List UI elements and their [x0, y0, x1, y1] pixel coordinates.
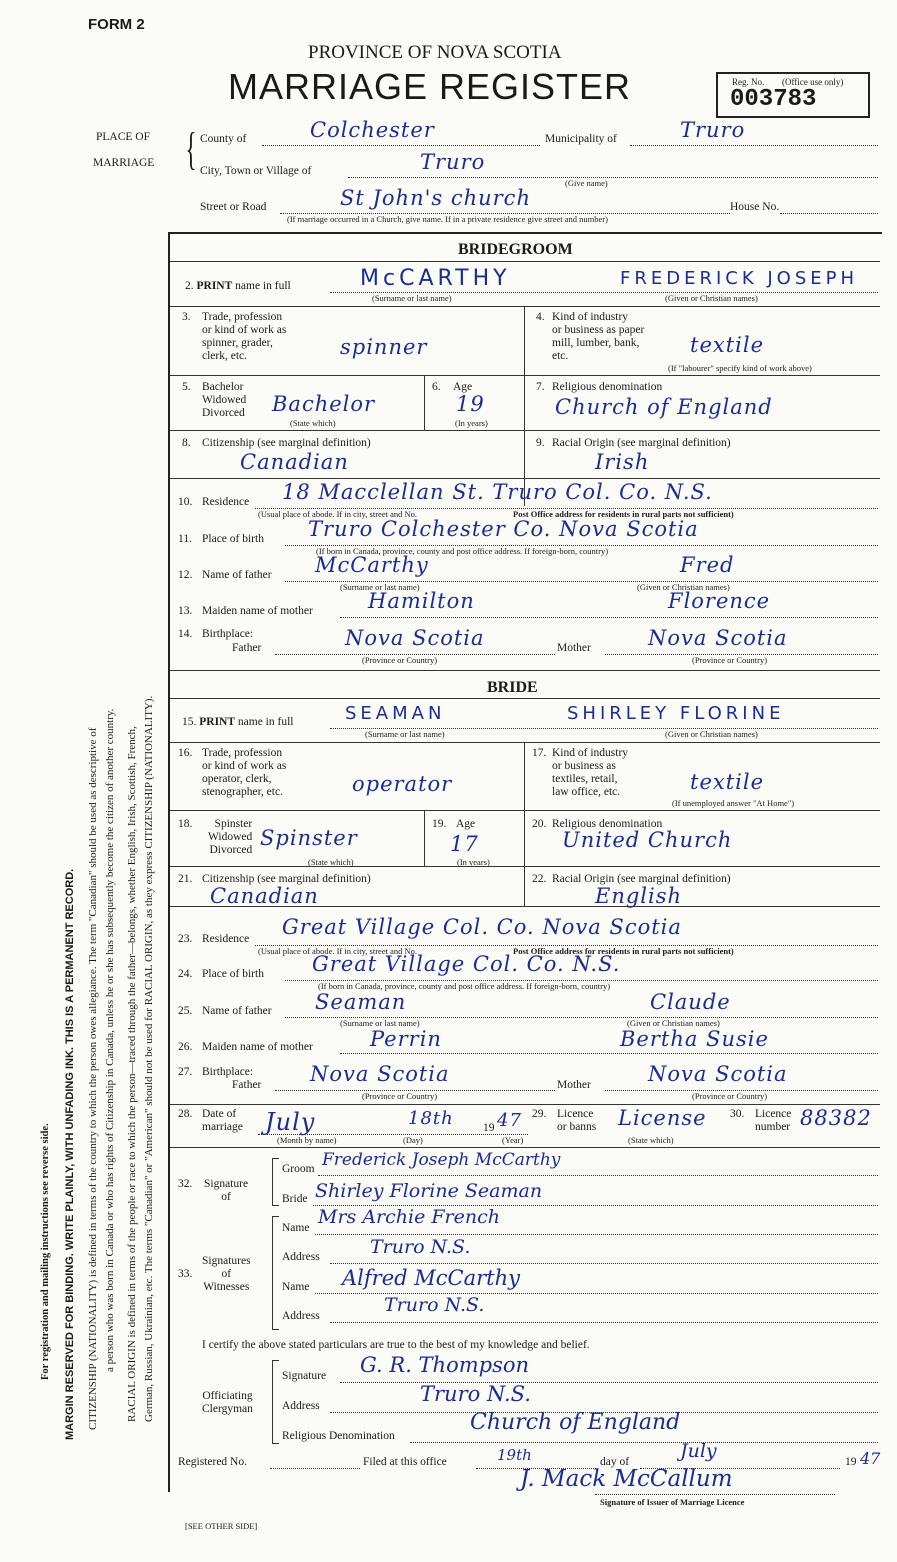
groom-religion-label: Religious denomination — [552, 381, 663, 393]
bride-father-given: Claude — [650, 990, 731, 1014]
date-label: Date of marriage — [202, 1108, 243, 1133]
bride-sig-label: Bride — [282, 1193, 308, 1205]
f3-num: 3. — [182, 311, 191, 323]
groom-given-note: (Given or Christian names) — [665, 293, 758, 303]
issuer-label: Signature of Issuer of Marriage Licence — [600, 1497, 745, 1507]
registered-no-label: Registered No. — [178, 1456, 247, 1468]
clergy-signature-label: Signature — [282, 1370, 327, 1382]
groom-bp-father-label: Father — [232, 642, 262, 654]
reg-number-box — [716, 72, 870, 118]
bride-father-label: Name of father — [202, 1005, 272, 1017]
margin-note-3: CITIZENSHIP (NATIONALITY) is defined in terms of the country to which the person owes allegiance. The term "Canadian" should be used as descriptive of — [87, 727, 99, 1430]
signature-of-label: Signature of — [204, 1178, 249, 1203]
groom-surname-note: (Surname or last name) — [372, 293, 452, 303]
bride-bp-mother: Nova Scotia — [648, 1062, 788, 1086]
margin-note-1: For registration and mailing instructions see reverse side. — [40, 1123, 51, 1380]
county-label: County of — [200, 133, 247, 145]
groom-mother-label: Maiden name of mother — [202, 605, 313, 617]
groom-residence-label: Residence — [202, 496, 250, 508]
bride-prov-note-2: (Province or Country) — [692, 1091, 768, 1101]
bride-name-label: 15. PRINT name in full — [182, 716, 294, 728]
f24-num: 24. — [178, 968, 193, 980]
bride-bp-mother-label: Mother — [557, 1079, 591, 1091]
filed-day: 19th — [497, 1446, 532, 1464]
bride-residence-label: Residence — [202, 933, 250, 945]
bride-racial-label: Racial Origin (see marginal definition) — [552, 873, 731, 885]
f20-num: 20. — [532, 818, 547, 830]
groom-father-label: Name of father — [202, 569, 272, 581]
province-heading: PROVINCE OF NOVA SCOTIA — [308, 42, 562, 63]
groom-bp-mother-label: Mother — [557, 642, 591, 654]
f13-num: 13. — [178, 605, 193, 617]
groom-birth-note: (If born in Canada, province, county and post office address. If foreign-born, country) — [316, 546, 609, 556]
bride-given-note: (Given or Christian names) — [665, 729, 758, 739]
f12-num: 12. — [178, 569, 193, 581]
f21-num: 21. — [178, 873, 193, 885]
clergy-label: Officiating Clergyman — [202, 1390, 253, 1415]
witness-bracket — [272, 1216, 279, 1330]
bride-father-surname-note: (Surname or last name) — [340, 1018, 420, 1028]
f25-num: 25. — [178, 1005, 193, 1017]
bride-status: Spinster — [260, 826, 358, 850]
groom-age-note: (In years) — [455, 418, 488, 428]
bride-birth-label: Place of birth — [202, 968, 264, 980]
f5-num: 5. — [182, 381, 191, 393]
bride-religion-label: Religious denomination — [552, 818, 663, 830]
bride-age: 17 — [450, 832, 479, 856]
f17-num: 17. — [532, 747, 547, 759]
day-of-label: day of — [600, 1456, 630, 1468]
bride-given: SHIRLEY FLORINE — [567, 703, 785, 724]
groom-status: Bachelor — [272, 392, 376, 416]
bride-residence-note2: Post Office address for residents in rural parts not sufficient) — [513, 946, 734, 956]
groom-name-label: 2. PRINT name in full — [185, 280, 291, 292]
bride-citizenship: Canadian — [210, 884, 319, 908]
groom-status-note: (State which) — [290, 418, 336, 428]
witness1-address: Truro N.S. — [370, 1236, 471, 1258]
groom-given: FREDERICK JOSEPH — [620, 268, 859, 289]
f7-num: 7. — [536, 381, 545, 393]
reg-number: 003783 — [730, 86, 817, 113]
witness1-name: Mrs Archie French — [318, 1206, 500, 1228]
bride-trade: operator — [352, 772, 453, 796]
municipality-value: Truro — [680, 118, 746, 142]
f22-num: 22. — [532, 873, 547, 885]
section-bride: BRIDE — [487, 679, 538, 696]
groom-racial-label: Racial Origin (see marginal definition) — [552, 437, 731, 449]
bride-industry-label: Kind of industry or business as textiles, retail, law office, etc. — [552, 747, 629, 798]
bride-birth-note: (If born in Canada, province, county and post office address. If foreign-born, country) — [318, 981, 611, 991]
county-value: Colchester — [310, 118, 435, 142]
f4-num: 4. — [536, 311, 545, 323]
f9-num: 9. — [536, 437, 545, 449]
f33-num: 33. — [178, 1268, 193, 1280]
f30-num: 30. — [730, 1108, 745, 1120]
f11-num: 11. — [178, 533, 192, 545]
groom-father-surname: McCarthy — [315, 553, 429, 577]
place-brace: { — [185, 123, 197, 174]
bride-industry: textile — [690, 770, 765, 794]
w2-address-label: Address — [282, 1310, 320, 1322]
bride-father-surname: Seaman — [315, 990, 407, 1014]
groom-racial: Irish — [595, 450, 650, 474]
groom-mother-surname: Hamilton — [368, 589, 475, 613]
marriage-day: 18th — [408, 1108, 454, 1129]
filed-label: Filed at this office — [363, 1456, 447, 1468]
f26-num: 26. — [178, 1041, 193, 1053]
reg-label: Reg. No. — [732, 77, 765, 87]
groom-citizenship: Canadian — [240, 450, 349, 474]
page-title: MARRIAGE REGISTER — [228, 66, 632, 107]
filed-year-prefix: 19 — [845, 1456, 857, 1468]
licence-number: 88382 — [800, 1106, 872, 1130]
margin-note-4: a person who was born in Canada or who has rights of Citizenship in Canada, unless he or she has subsequently become the citizen of another country. — [104, 708, 116, 1372]
groom-birth: Truro Colchester Co. Nova Scotia — [308, 517, 699, 541]
groom-sig-label: Groom — [282, 1163, 315, 1175]
f6-num: 6. — [432, 381, 441, 393]
bride-status-label: Spinster Widowed Divorced — [208, 818, 253, 856]
office-use-label: (Office use only) — [782, 77, 844, 87]
bride-status-note: (State which) — [308, 857, 354, 867]
sig-bracket — [272, 1158, 279, 1206]
denomination-label: Religious Denomination — [282, 1430, 395, 1442]
f19-num: 19. — [432, 818, 447, 830]
groom-trade: spinner — [340, 335, 428, 359]
bride-age-note: (In years) — [457, 857, 490, 867]
filed-year: 47 — [860, 1449, 881, 1468]
bride-age-label: Age — [456, 818, 476, 830]
licence-note: (State which) — [628, 1135, 674, 1145]
groom-residence: 18 Macclellan St. Truro Col. Co. N.S. — [282, 480, 713, 504]
bride-residence: Great Village Col. Co. Nova Scotia — [282, 915, 682, 939]
form-number: FORM 2 — [88, 16, 145, 33]
groom-bp-father: Nova Scotia — [345, 626, 485, 650]
groom-bp-mother: Nova Scotia — [648, 626, 788, 650]
year-prefix: 19 — [483, 1122, 495, 1134]
bride-mother-surname: Perrin — [370, 1027, 442, 1051]
witnesses-label: Signatures of Witnesses — [202, 1255, 251, 1293]
bride-birthplace-label: Birthplace: — [202, 1066, 254, 1078]
clergy-address-label: Address — [282, 1400, 320, 1412]
licence-number-label: Licence number — [755, 1108, 792, 1133]
street-note: (If marriage occurred in a Church, give name. If in a private residence give street and number) — [287, 214, 608, 224]
bride-racial: English — [595, 884, 683, 908]
f14-num: 14. — [178, 628, 193, 640]
f32-num: 32. — [178, 1178, 193, 1190]
groom-industry-note: (If "labourer" specify kind of work above) — [668, 363, 812, 373]
groom-signature: Frederick Joseph McCarthy — [322, 1150, 561, 1170]
clergy-signature: G. R. Thompson — [360, 1353, 530, 1377]
licence-type: License — [618, 1106, 707, 1130]
f10-num: 10. — [178, 496, 193, 508]
groom-residence-note2: Post Office address for residents in rural parts not sufficient) — [513, 509, 734, 519]
bride-residence-note: (Usual place of abode. If in city, street and No. — [258, 946, 418, 956]
bride-prov-note-1: (Province or Country) — [362, 1091, 438, 1101]
groom-father-given: Fred — [680, 553, 735, 577]
groom-trade-label: Trade, profession or kind of work as spinner, grader, clerk, etc. — [202, 311, 287, 362]
bride-birth: Great Village Col. Co. N.S. — [312, 952, 621, 976]
bride-bp-father-label: Father — [232, 1079, 262, 1091]
certify-statement: I certify the above stated particulars are true to the best of my knowledge and belief. — [202, 1339, 590, 1351]
see-other-side: [SEE OTHER SIDE] — [185, 1521, 258, 1531]
groom-status-label: Bachelor Widowed Divorced — [202, 381, 247, 419]
margin-note-5: RACIAL ORIGIN is defined in terms of the people or race to which the person—traced through the father—belongs, whether English, Irish, Scottish, French, — [126, 726, 138, 1422]
bride-signature: Shirley Florine Seaman — [315, 1180, 543, 1202]
clergy-bracket — [272, 1360, 279, 1444]
f8-num: 8. — [182, 437, 191, 449]
groom-prov-note-1: (Province or Country) — [362, 655, 438, 665]
year-note: (Year) — [502, 1135, 524, 1145]
w2-name-label: Name — [282, 1281, 310, 1293]
groom-birthplace-label: Birthplace: — [202, 628, 254, 640]
bride-surname: SEAMAN — [345, 703, 446, 724]
city-value: Truro — [420, 150, 486, 174]
w1-name-label: Name — [282, 1222, 310, 1234]
bride-mother-given: Bertha Susie — [620, 1027, 769, 1051]
witness2-name: Alfred McCarthy — [342, 1266, 520, 1290]
margin-note-6: German, Russian, Ukrainian, etc. The terms "Canadian" or "American" should not be used for RACIAL ORIGIN, as they express CITIZENSHIP (NATIONALITY). — [143, 695, 155, 1422]
municipality-label: Municipality of — [545, 133, 617, 145]
groom-birth-label: Place of birth — [202, 533, 264, 545]
groom-industry: textile — [690, 333, 765, 357]
city-label: City, Town or Village of — [200, 165, 312, 177]
groom-residence-note: (Usual place of abode. If in city, street and No. — [258, 509, 418, 519]
bride-industry-note: (If unemployed answer "At Home") — [672, 798, 795, 808]
bride-surname-note: (Surname or last name) — [365, 729, 445, 739]
bride-bp-father: Nova Scotia — [310, 1062, 450, 1086]
groom-age: 19 — [456, 392, 485, 416]
f29-num: 29. — [532, 1108, 547, 1120]
f16-num: 16. — [178, 747, 193, 759]
groom-industry-label: Kind of industry or business as paper mill, lumber, bank, etc. — [552, 311, 645, 362]
bride-mother-label: Maiden name of mother — [202, 1041, 313, 1053]
filed-month: July — [680, 1440, 717, 1462]
place-of-label: PLACE OF — [96, 131, 150, 143]
groom-religion: Church of England — [555, 395, 773, 419]
witness2-address: Truro N.S. — [384, 1294, 485, 1316]
issuer-signature: J. Mack McCallum — [520, 1466, 733, 1492]
bride-citizenship-label: Citizenship (see marginal definition) — [202, 873, 371, 885]
groom-father-surname-note: (Surname or last name) — [340, 582, 420, 592]
clergy-address: Truro N.S. — [420, 1382, 531, 1406]
bride-father-given-note: (Given or Christian names) — [627, 1018, 720, 1028]
bride-trade-label: Trade, profession or kind of work as operator, clerk, stenographer, etc. — [202, 747, 287, 798]
marriage-year-suffix: 47 — [497, 1110, 522, 1131]
marriage-label: MARRIAGE — [93, 157, 155, 169]
clergy-denomination: Church of England — [470, 1410, 681, 1435]
bride-religion: United Church — [562, 828, 733, 852]
groom-prov-note-2: (Province or Country) — [692, 655, 768, 665]
f18-num: 18. — [178, 818, 193, 830]
margin-note-2: MARGIN RESERVED FOR BINDING. WRITE PLAINLY, WITH UNFADING INK. THIS IS A PERMANENT RECORD. — [64, 868, 76, 1440]
street-value: St John's church — [340, 186, 531, 210]
f23-num: 23. — [178, 933, 193, 945]
groom-age-label: Age — [453, 381, 473, 393]
day-note: (Day) — [403, 1135, 423, 1145]
section-bridegroom: BRIDEGROOM — [458, 241, 573, 258]
f28-num: 28. — [178, 1108, 193, 1120]
give-name-note: (Give name) — [565, 178, 608, 188]
groom-citizenship-label: Citizenship (see marginal definition) — [202, 437, 371, 449]
month-note: (Month by name) — [277, 1135, 337, 1145]
house-label: House No. — [730, 201, 780, 213]
marriage-month: July — [265, 1108, 316, 1136]
groom-surname: McCARTHY — [360, 266, 511, 291]
w1-address-label: Address — [282, 1251, 320, 1263]
street-label: Street or Road — [200, 201, 267, 213]
f27-num: 27. — [178, 1066, 193, 1078]
groom-mother-given: Florence — [668, 589, 771, 613]
licence-label: Licence or banns — [557, 1108, 597, 1133]
groom-father-given-note: (Given or Christian names) — [637, 582, 730, 592]
